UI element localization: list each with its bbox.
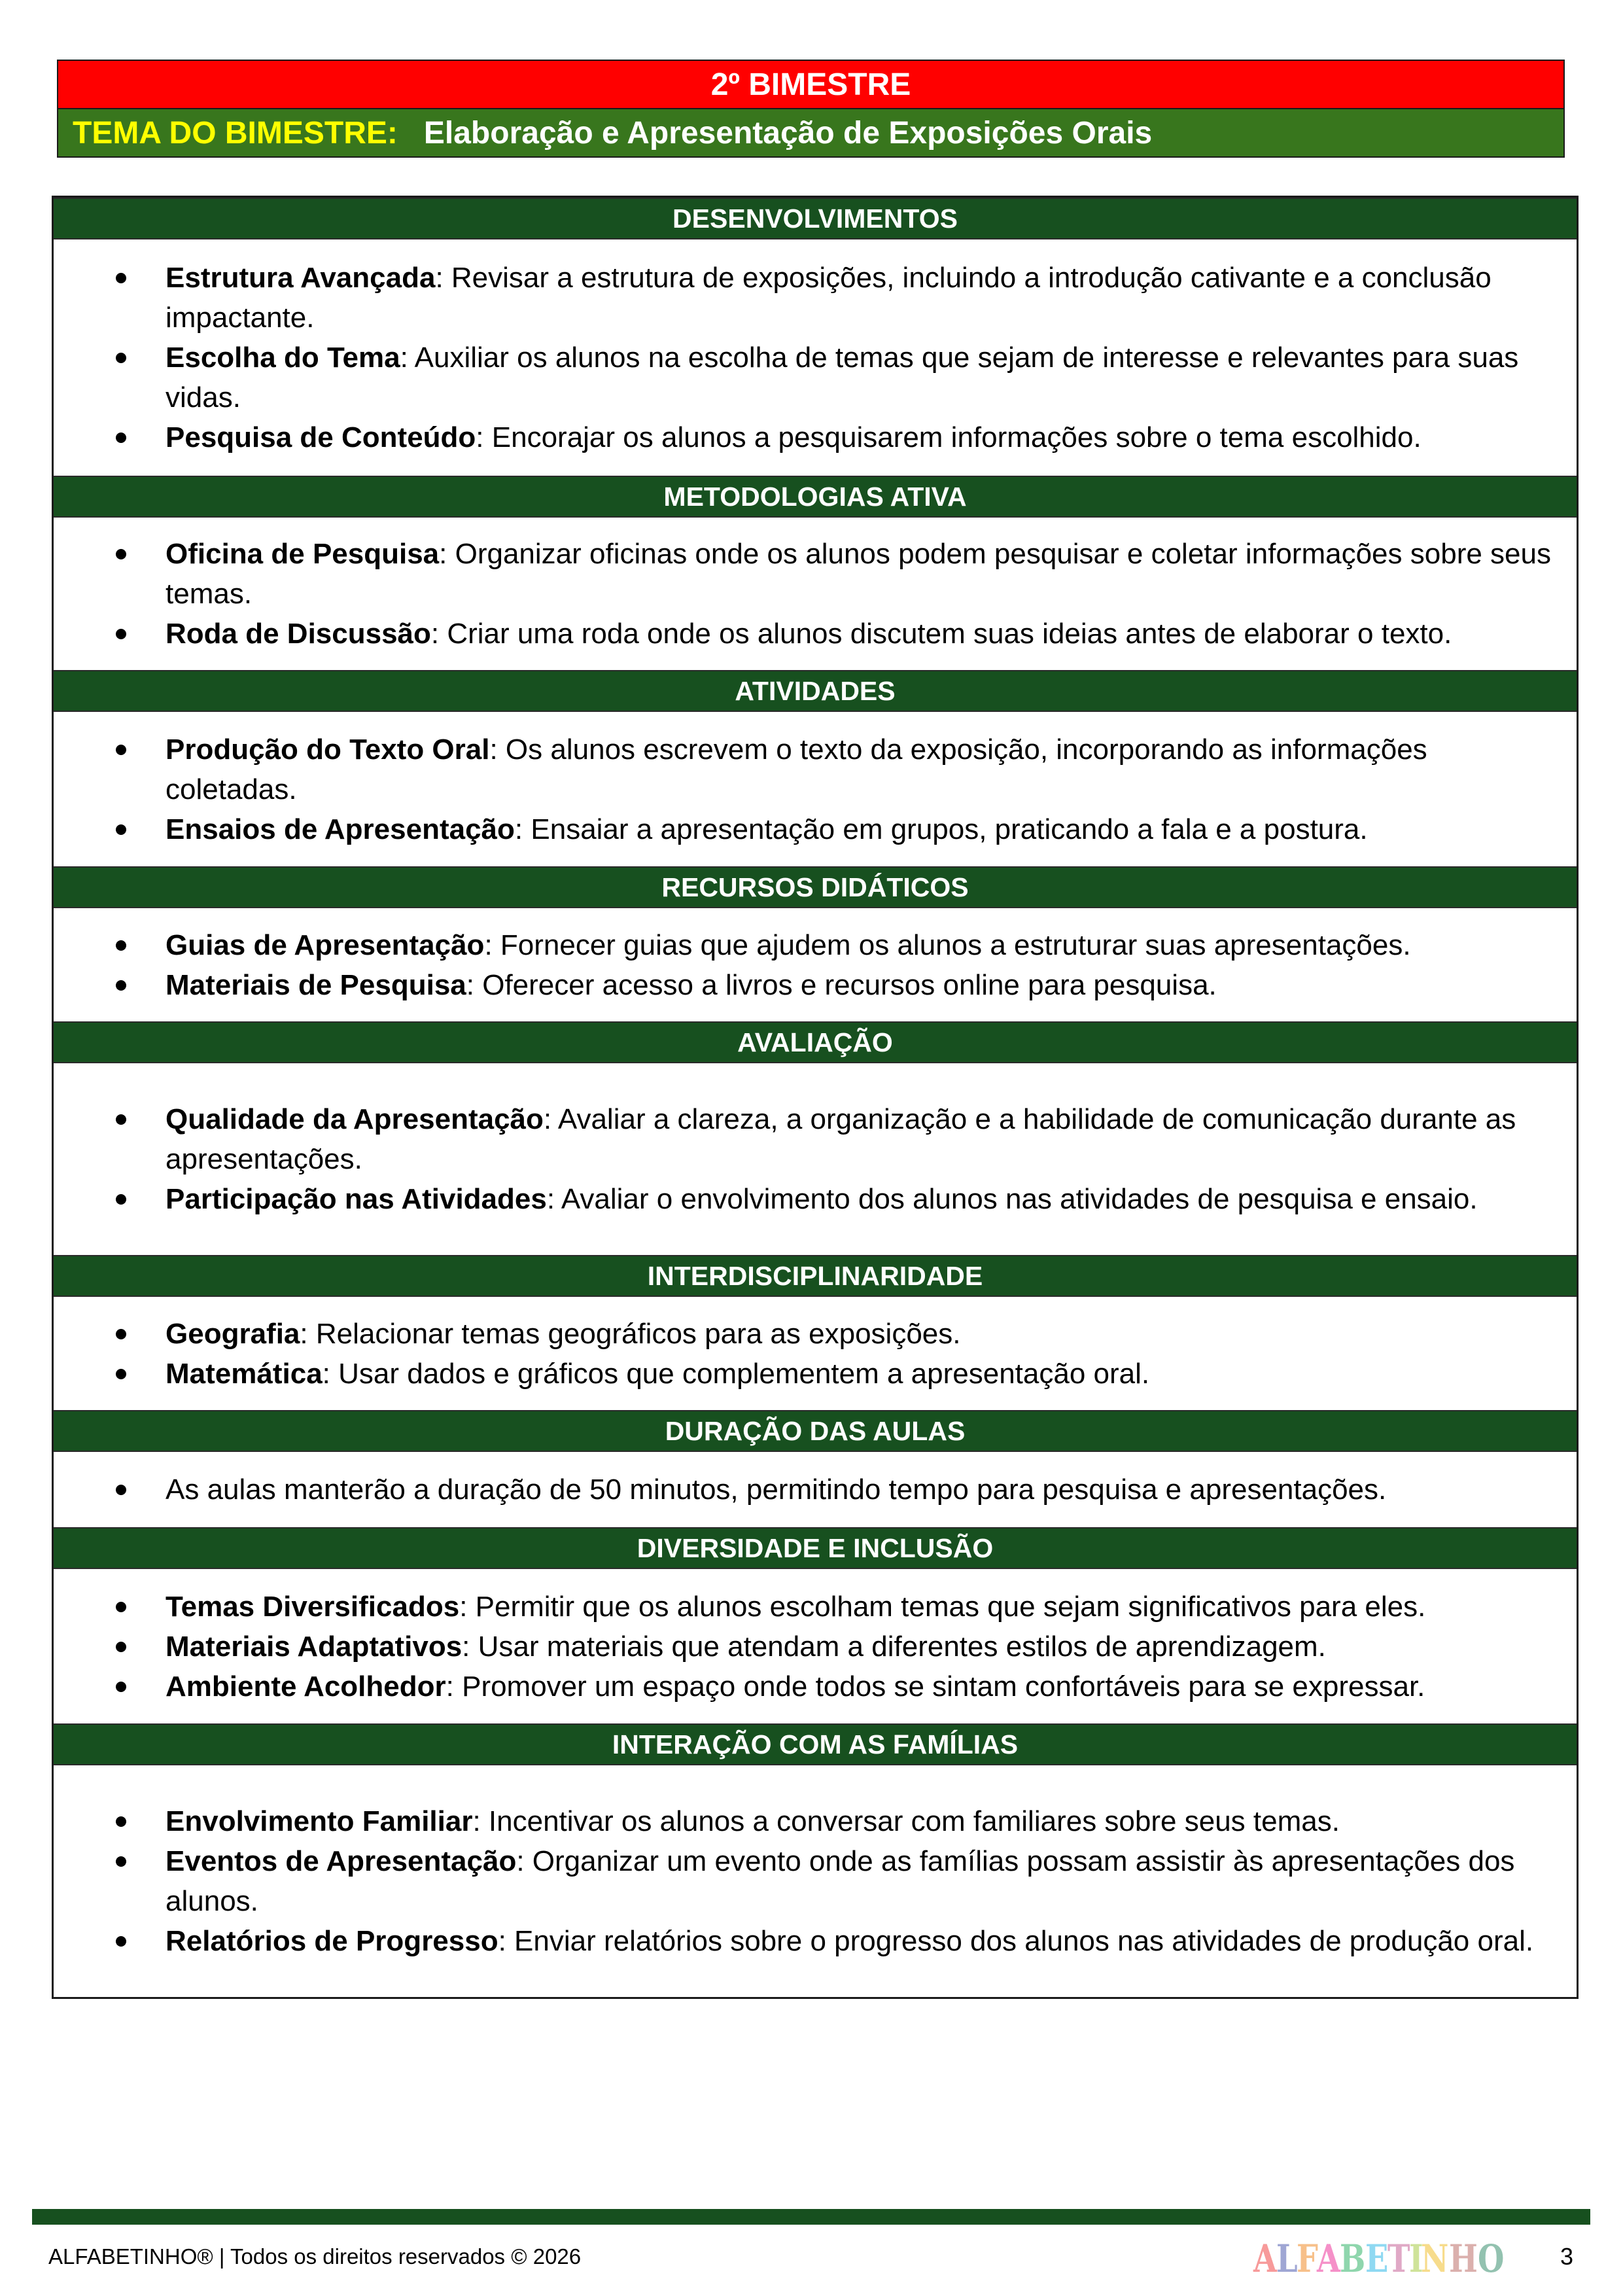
list-item [54, 534, 1577, 614]
list-item [54, 338, 1577, 417]
logo-letter: L [1276, 2236, 1297, 2281]
bullet-icon [116, 353, 126, 363]
bullet-icon [116, 1642, 126, 1652]
section-body [54, 1569, 1577, 1723]
item-text: : Promover um espaço onde todos se sintam confortáveis para se expressar. [445, 1670, 1425, 1703]
section-body [54, 239, 1577, 476]
bullet-icon [116, 1194, 126, 1205]
logo-letter: I [1409, 2236, 1423, 2281]
bullet-list [54, 258, 1577, 457]
bullet-icon [116, 629, 126, 639]
item-term: Produção do Texto Oral [166, 733, 490, 766]
item-text: : Usar dados e gráficos que complementem a apresentação oral. [322, 1357, 1150, 1390]
section-header: RECURSOS DIDÁTICOS [54, 866, 1577, 908]
item-term: Geografia [166, 1317, 300, 1350]
bullet-list [54, 1801, 1577, 1961]
item-text: : Os alunos escrevem o texto da exposição, incorporando as informações coletadas. [166, 733, 1427, 805]
section-body [54, 1452, 1577, 1527]
list-item [54, 614, 1577, 654]
item-term: Estrutura Avançada [166, 262, 436, 294]
section-header: INTERDISCIPLINARIDADE [54, 1255, 1577, 1297]
item-term: Relatórios de Progresso [166, 1925, 498, 1957]
logo-letter: A [1316, 2236, 1340, 2281]
footer-copyright: ALFABETINHO® | Todos os direitos reservados © 2026 [48, 2244, 582, 2269]
list-item [54, 730, 1577, 809]
bullet-icon [116, 1329, 126, 1339]
item-text: : Relacionar temas geográficos para as exposições. [300, 1317, 961, 1350]
list-item [54, 809, 1577, 849]
item-term: Matemática [166, 1357, 323, 1390]
item-text: : Organizar oficinas onde os alunos podem pesquisar e coletar informações sobre seus temas. [166, 538, 1551, 610]
item-text: : Oferecer acesso a livros e recursos online para pesquisa. [466, 968, 1217, 1001]
section-header: AVALIAÇÃO [54, 1021, 1577, 1063]
alfabetinho-logo [1253, 2236, 1505, 2281]
item-text: : Avaliar o envolvimento dos alunos nas atividades de pesquisa e ensaio. [546, 1183, 1478, 1215]
bullet-list [54, 730, 1577, 849]
logo-letter: F [1296, 2236, 1318, 2281]
list-item [54, 258, 1577, 338]
bullet-icon [116, 745, 126, 755]
section-body [54, 518, 1577, 670]
item-text: : Usar materiais que atendam a diferentes estilos de aprendizagem. [462, 1630, 1326, 1663]
section-header: ATIVIDADES [54, 670, 1577, 712]
item-term: Pesquisa de Conteúdo [166, 421, 476, 453]
item-text: : Enviar relatórios sobre o progresso dos alunos nas atividades de produção oral. [498, 1925, 1534, 1957]
item-term: Materiais de Pesquisa [166, 968, 466, 1001]
list-item [54, 417, 1577, 457]
item-text: : Ensaiar a apresentação em grupos, praticando a fala e a postura. [514, 813, 1368, 845]
item-text: : Incentivar os alunos a conversar com familiares sobre seus temas. [472, 1805, 1340, 1837]
page-number: 3 [1560, 2243, 1574, 2270]
logo-letter: H [1448, 2236, 1476, 2281]
lesson-plan-table [52, 196, 1579, 1999]
item-term: Roda de Discussão [166, 618, 431, 650]
item-text: : Revisar a estrutura de exposições, incluindo a introdução cativante e a conclusão impactante. [166, 262, 1492, 334]
item-term: Envolvimento Familiar [166, 1805, 473, 1837]
section-header: DESENVOLVIMENTOS [54, 198, 1577, 239]
bullet-list [54, 534, 1577, 654]
list-item [54, 1627, 1577, 1667]
bullet-icon [116, 1936, 126, 1947]
list-item [54, 1801, 1577, 1841]
bullet-icon [116, 273, 126, 283]
bullet-icon [116, 980, 126, 991]
item-term: Qualidade da Apresentação [166, 1103, 544, 1135]
item-text: : Encorajar os alunos a pesquisarem informações sobre o tema escolhido. [476, 421, 1422, 453]
list-item [54, 1179, 1577, 1219]
bullet-icon [116, 1369, 126, 1379]
list-item [54, 1314, 1577, 1354]
item-term: Temas Diversificados [166, 1590, 460, 1623]
theme-value: Elaboração e Apresentação de Exposições Orais [423, 115, 1153, 150]
list-item [54, 965, 1577, 1005]
list-item [54, 925, 1577, 965]
footer-divider [32, 2209, 1590, 2225]
item-text: : Organizar um evento onde as famílias possam assistir às apresentações dos alunos. [166, 1845, 1515, 1917]
bullet-icon [116, 1602, 126, 1612]
section-header: METODOLOGIAS ATIVA [54, 476, 1577, 518]
theme-label: TEMA DO BIMESTRE: [73, 115, 398, 150]
bimester-title: 2º BIMESTRE [58, 61, 1563, 109]
section-header: INTERAÇÃO COM AS FAMÍLIAS [54, 1723, 1577, 1765]
item-term: Participação nas Atividades [166, 1183, 547, 1215]
bullet-icon [116, 433, 126, 443]
bullet-list [54, 925, 1577, 1005]
list-item [54, 1667, 1577, 1706]
logo-letter: O [1478, 2236, 1504, 2281]
section-header: DURAÇÃO DAS AULAS [54, 1410, 1577, 1452]
item-text: : Avaliar a clareza, a organização e a habilidade de comunicação durante as apresentações. [166, 1103, 1516, 1175]
bullet-icon [116, 1816, 126, 1827]
section-body [54, 712, 1577, 866]
bullet-icon [116, 940, 126, 951]
list-item [54, 1921, 1577, 1961]
theme-row [58, 109, 1563, 156]
logo-letter: T [1387, 2236, 1410, 2281]
item-text: As aulas manterão a duração de 50 minutos, permitindo tempo para pesquisa e apresentações. [166, 1474, 1387, 1506]
bullet-list [54, 1099, 1577, 1219]
item-term: Oficina de Pesquisa [166, 538, 440, 570]
list-item [54, 1099, 1577, 1179]
item-term: Ambiente Acolhedor [166, 1670, 446, 1703]
bullet-list [54, 1587, 1577, 1706]
item-term: Guias de Apresentação [166, 928, 485, 961]
item-text: : Permitir que os alunos escolham temas que sejam significativos para eles. [459, 1590, 1426, 1623]
logo-letter: A [1253, 2236, 1276, 2281]
bimester-banner [57, 60, 1565, 158]
logo-letter: E [1365, 2236, 1387, 2281]
item-term: Materiais Adaptativos [166, 1630, 462, 1663]
bullet-icon [116, 1114, 126, 1125]
section-body [54, 1297, 1577, 1410]
item-text: : Auxiliar os alunos na escolha de temas que sejam de interesse e relevantes para suas vidas. [166, 342, 1519, 414]
section-body [54, 1063, 1577, 1255]
list-item [54, 1470, 1577, 1510]
list-item [54, 1841, 1577, 1921]
bullet-list [54, 1314, 1577, 1394]
list-item [54, 1587, 1577, 1627]
item-text: : Criar uma roda onde os alunos discutem suas ideias antes de elaborar o texto. [430, 618, 1452, 650]
bullet-icon [116, 824, 126, 835]
bullet-icon [116, 1485, 126, 1495]
bullet-icon [116, 1682, 126, 1692]
section-body [54, 908, 1577, 1021]
bullet-list [54, 1470, 1577, 1510]
section-header: DIVERSIDADE E INCLUSÃO [54, 1527, 1577, 1569]
item-term: Eventos de Apresentação [166, 1845, 517, 1877]
section-body [54, 1765, 1577, 1997]
bullet-icon [116, 1856, 126, 1867]
item-text: : Fornecer guias que ajudem os alunos a estruturar suas apresentações. [484, 928, 1411, 961]
list-item [54, 1354, 1577, 1394]
item-term: Escolha do Tema [166, 342, 400, 374]
bullet-icon [116, 549, 126, 559]
item-term: Ensaios de Apresentação [166, 813, 515, 845]
logo-letter: B [1340, 2236, 1365, 2281]
logo-letter: N [1420, 2236, 1448, 2281]
